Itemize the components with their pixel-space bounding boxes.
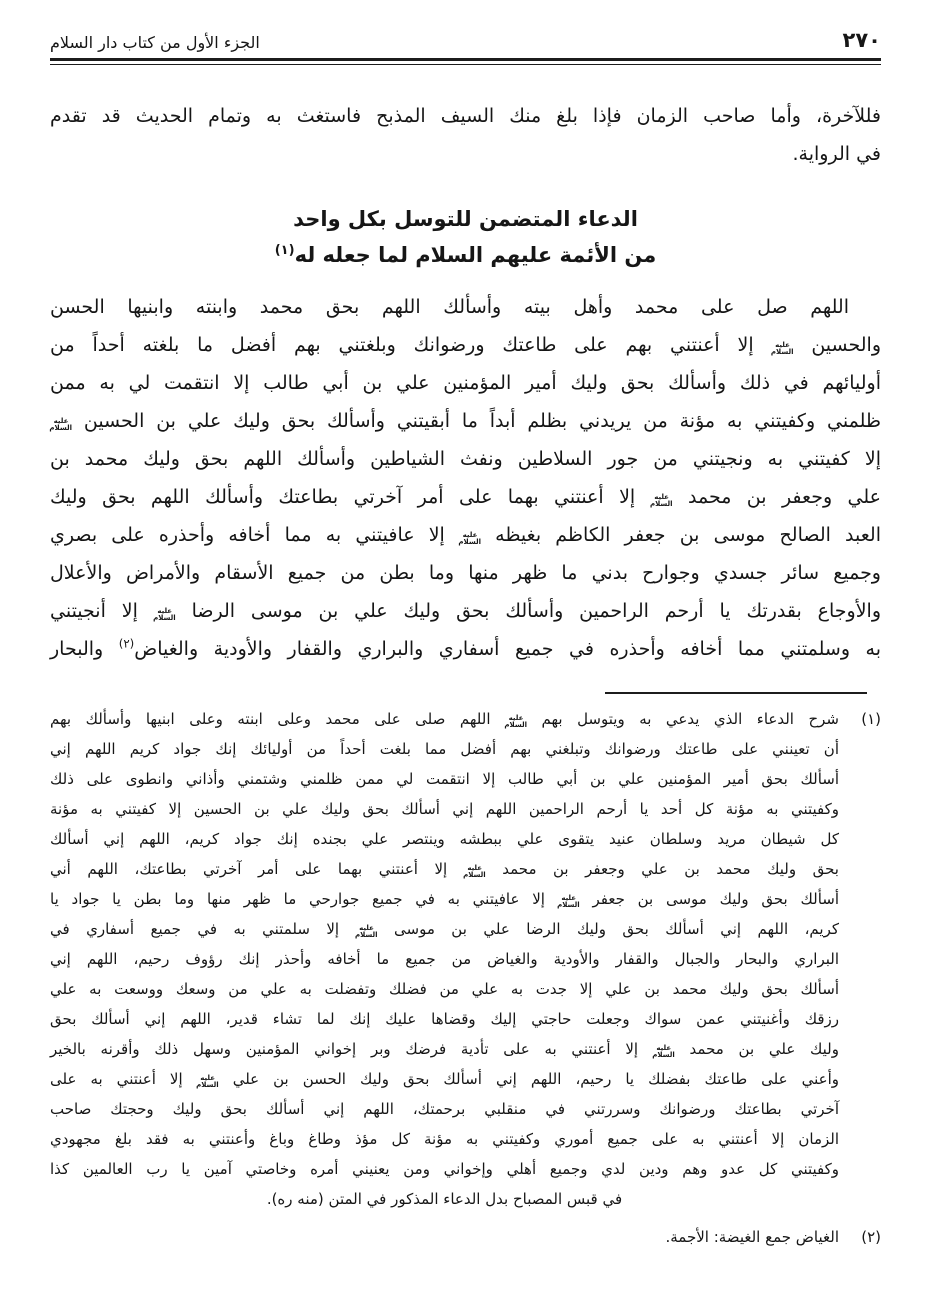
footnote-1-line: البراري والبحار والجبال والقفار والأودية والغياض من جميع ما أخافه وأحذر إنك رؤوف رحيم، اللهم إني	[50, 949, 839, 968]
footnote-1-line: الزمان إلا أعنتني به على جميع أموري وكفيتني به مؤنة كل مؤذ وطاغ وباغ وأعنتني به فقد بلغ مجهودي	[50, 1129, 839, 1148]
dua-paragraph	[50, 288, 881, 668]
honorific-stamp-icon: عليه السلام	[49, 417, 72, 432]
intro-paragraph	[50, 97, 881, 173]
footnote-1-line: كريم، اللهم إني أسألك بحق وليك الرضا علي بن موسى عليه السلام إلا سلمتني به في جميع أسفاري في	[50, 919, 839, 939]
honorific-stamp-icon: عليه السلام	[153, 607, 176, 622]
running-title: الجزء الأول من كتاب دار السلام	[50, 33, 260, 52]
footnote-2-line: الغياض جمع الغيضة: الأجمة.	[665, 1227, 839, 1246]
honorific-stamp-icon: عليه السلام	[196, 1074, 219, 1089]
dua-line: ظلمني وكفيتني به مؤنة من يريدني بظلم أبداً ما أبقيتني وأسألك بحق وليك علي بن الحسين عليه السلام	[49, 409, 881, 432]
dua-line: به وسلمتني مما أخافه وأحذره في جميع أسفاري والبراري والقفار والأودية والغياض$^{(٢)}$ والبحار	[50, 636, 881, 660]
honorific-stamp-icon: عليه السلام	[354, 924, 378, 939]
honorific-stamp-icon: عليه السلام	[504, 714, 527, 729]
dua-line: علي وجعفر بن محمد عليه السلام إلا أعنتني بهما على أمر آخرتي بطاعتك وأسألك اللهم بحق وليك	[50, 485, 881, 508]
footnote-1-line: أن تعينني على طاعتك ورضوانك وتبلغني بهم أفضل مما بلغت أحداً من أوليائك إنك جواد كريم اللهم إني	[50, 739, 839, 758]
dua-line: العبد الصالح موسى بن جعفر الكاظم بغيظه عليه السلام إلا عافيتني به مما أخافه وأحذره على بصري	[50, 523, 881, 546]
honorific-stamp-icon: عليه السلام	[649, 493, 673, 508]
footnote-1-line: أسألك بحق وليك محمد بن علي إلا جدت به علي من فضلك وتفضلت به علي من وسعك ووسعت به علي	[50, 979, 839, 998]
dua-line: إلا كفيتني به ونجيتني من جور السلاطين ونفث الشياطين وأسألك اللهم بحق وليك محمد بن	[50, 447, 881, 470]
footnote-1-line: أسألك بحق أمير المؤمنين علي بن أبي طالب إلا انتقمت لي ممن ظلمني وشتمني وأذاني وانطوى على ذلك	[50, 769, 839, 788]
footnote-ref-2: (٢)	[118, 636, 135, 651]
footnote-ref-1: (١)	[274, 242, 295, 258]
footnote-1-line: وليك علي بن محمد عليه السلام إلا أعنتني به على تأدية فرضك وبر إخواني المؤمنين وسهل ذلك وأقرنه بالخير	[50, 1039, 839, 1059]
honorific-stamp-icon: عليه السلام	[770, 341, 794, 356]
dua-line: والحسين عليه السلام إلا أعنتني بهم على طاعتك ورضوانك وبلغتني بهم أفضل ما بلغته أحداً من	[50, 333, 882, 356]
footnote-1-line: شرح الدعاء الذي يدعي به ويتوسل بهم عليه السلام اللهم صلى على محمد وعلى ابنته وعلى ابنيها وأسألك بهم	[50, 709, 839, 729]
dua-line: والأوجاع بقدرتك يا أرحم الراحمين وأسألك بحق وليك علي بن موسى الرضا عليه السلام إلا أنجيتني	[50, 599, 881, 622]
footnote-2	[50, 1222, 881, 1252]
footnotes-section	[50, 704, 881, 1252]
footnote-1-marker: (١)	[861, 709, 881, 728]
page-number: ٢٧٠	[842, 28, 881, 52]
intro-line: فللآخرة، وأما صاحب الزمان فإذا بلغ منك السيف المذبح فاستغث به وتمام الحديث قد تقدم	[50, 104, 881, 127]
header-rule-thin	[50, 64, 881, 65]
dua-line: اللهم صل على محمد وأهل بيته وأسألك اللهم بحق محمد وابنته وابنيها الحسن	[50, 295, 849, 318]
section-heading	[50, 201, 881, 273]
dua-line: وجميع سائر جسدي وجوارح بدني ما ظهر منها وما بطن من جميع الأسقام والأمراض والأعلال	[50, 561, 881, 584]
honorific-stamp-icon: عليه السلام	[463, 864, 486, 879]
footnote-1-line: آخرتي بطاعتك ورضوانك وسررتني في منقلبي برحمتك، اللهم إني أسألك بحق وليك وحجتك صاحب	[50, 1099, 839, 1118]
dua-line: أوليائهم في ذلك وأسألك بحق وليك أمير المؤمنين علي بن أبي طالب إلا انتقمت لي به ممن	[50, 371, 881, 394]
footnote-1-line: أسألك بحق وليك موسى بن جعفر عليه السلام إلا عافيتني به في جميع جوارحي ما ظهر منها وما بطن يا جواد يا	[50, 889, 840, 909]
footnote-1-line: بحق وليك محمد بن علي وجعفر بن محمد عليه السلام إلا أعنتني بهما على أمر آخرتي بطاعتك، اللهم أني	[50, 859, 839, 879]
header-rule-thick	[50, 58, 881, 61]
footnote-separator	[605, 692, 867, 694]
honorific-stamp-icon: عليه السلام	[458, 531, 481, 546]
intro-line: في الرواية.	[792, 142, 881, 165]
footnote-1-text	[50, 704, 839, 1214]
heading-line-2: من الأئمة عليهم السلام لما جعله له$^{(١)}$	[274, 242, 657, 267]
footnote-2-text	[50, 1222, 839, 1252]
footnote-1	[50, 704, 881, 1214]
footnote-1-line: وأعني على طاعتك بفضلك يا رحيم، اللهم إني أسألك بحق وليك الحسن بن علي عليه السلام إلا أعنتني به على	[50, 1069, 839, 1089]
page-header	[50, 28, 881, 52]
honorific-stamp-icon: عليه السلام	[557, 894, 580, 909]
honorific-stamp-icon: عليه السلام	[652, 1044, 675, 1059]
footnote-2-marker: (٢)	[861, 1227, 881, 1246]
footnote-1-line: كل شيطان مريد وسلطان عنيد يتقوى علي ببطشه وينتصر علي بجنده إنك جواد كريم، اللهم إني أسألك	[50, 829, 839, 848]
heading-line-1: الدعاء المتضمن للتوسل بكل واحد	[293, 206, 638, 231]
footnote-1-line: في قبس المصباح بدل الدعاء المذكور في المتن (منه ره).	[266, 1189, 623, 1208]
footnote-1-line: وكفيتني به مؤنة كل أحد يا أرحم الراحمين اللهم إني أسألك بحق وليك علي بن الحسين إلا كفيتني به مؤنة	[50, 799, 839, 818]
footnote-1-line: وكفيتني كل عدو وهم ودين لدي وجميع أهلي وإخواني ومن يعنيني أمره وخاصتي آمين يا رب العالمين كذا	[50, 1159, 839, 1178]
footnote-1-line: رزقك وأغنيتني عمن سواك وجعلت حاجتي إليك وقضاها عليك إنك لما تشاء قدير، اللهم إني أسألك بحق	[50, 1009, 839, 1028]
